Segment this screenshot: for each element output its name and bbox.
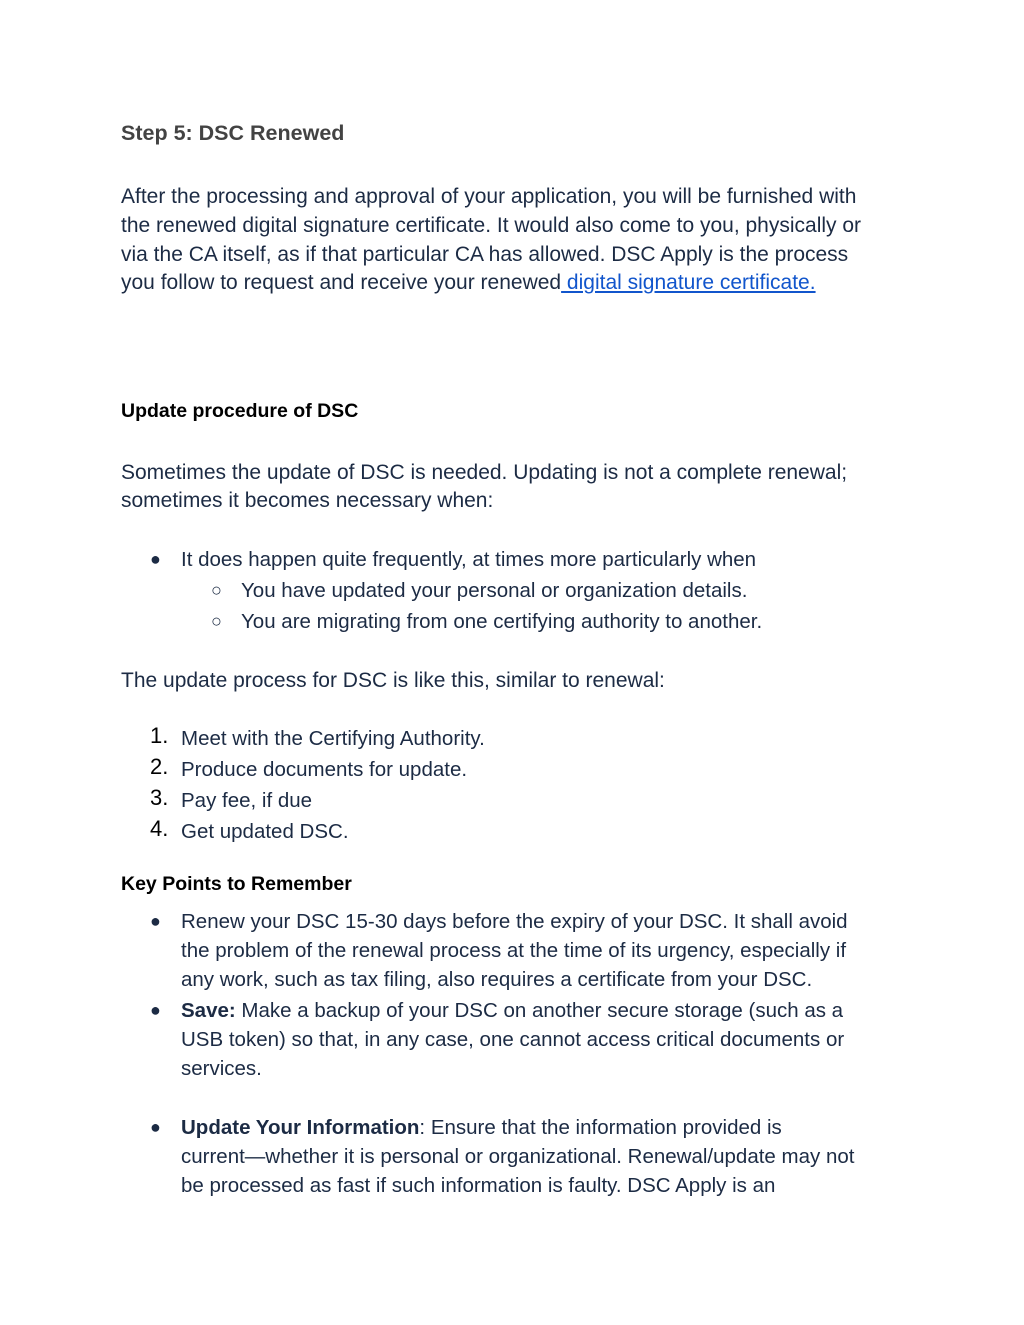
step-number: 1. <box>150 723 169 748</box>
step-paragraph-line-4 <box>121 268 816 297</box>
sub-bullet-marker: ○ <box>211 611 222 631</box>
key-point-renew-line-3: any work, such as tax filing, also requires a certificate from your DSC. <box>181 968 813 991</box>
key-point-save-line-2: USB token) so that, in any case, one cannot access critical documents or <box>181 1028 845 1051</box>
key-point-save-label: Save: <box>181 999 236 1022</box>
step-paragraph-line-2: the renewed digital signature certificate. It would also come to you, physically or <box>121 214 862 237</box>
update-paragraph-line-2: sometimes it becomes necessary when: <box>121 489 494 512</box>
step-item: Get updated DSC. <box>181 820 349 843</box>
key-point-save-line-1 <box>181 996 843 1025</box>
step-number: 3. <box>150 785 169 810</box>
sub-bullet-2: You are migrating from one certifying authority to another. <box>241 610 763 633</box>
step-item: Pay fee, if due <box>181 789 313 812</box>
key-point-update-line-2: current—whether it is personal or organizational. Renewal/update may not <box>181 1145 855 1168</box>
sub-bullet-marker: ○ <box>211 580 222 600</box>
key-point-renew-line-2: the problem of the renewal process at the time of its urgency, especially if <box>181 939 847 962</box>
step-item: Meet with the Certifying Authority. <box>181 727 485 750</box>
sub-bullet-1: You have updated your personal or organization details. <box>241 579 748 602</box>
key-point-update-label: Update Your Information <box>181 1116 420 1139</box>
step-paragraph-line-3: via the CA itself, as if that particular CA has allowed. DSC Apply is the process <box>121 243 849 266</box>
key-point-save-text: Make a backup of your DSC on another secure storage (such as a <box>235 999 844 1022</box>
dsc-link[interactable]: digital signature certificate. <box>561 271 816 294</box>
step-paragraph-line-4-text: you follow to request and receive your renewed <box>121 271 562 294</box>
key-point-update-text: : Ensure that the information provided is <box>419 1116 782 1139</box>
update-paragraph-line-1: Sometimes the update of DSC is needed. Updating is not a complete renewal; <box>121 461 848 484</box>
step-number: 2. <box>150 754 169 779</box>
key-point-save-line-3: services. <box>181 1057 262 1080</box>
bullet-marker: ● <box>150 549 161 569</box>
bullet-main: It does happen quite frequently, at times more particularly when <box>181 548 757 571</box>
step-number: 4. <box>150 816 169 841</box>
step-item: Produce documents for update. <box>181 758 468 781</box>
bullet-marker: ● <box>150 1117 161 1137</box>
key-point-update-line-1 <box>181 1113 782 1142</box>
update-heading: Update procedure of DSC <box>121 400 359 422</box>
bullet-marker: ● <box>150 911 161 931</box>
process-intro: The update process for DSC is like this, similar to renewal: <box>121 669 665 692</box>
key-point-renew-line-1: Renew your DSC 15-30 days before the expiry of your DSC. It shall avoid <box>181 910 848 933</box>
key-point-update-line-3: be processed as fast if such information is faulty. DSC Apply is an <box>181 1174 776 1197</box>
step-paragraph-line-1: After the processing and approval of your application, you will be furnished with <box>121 185 857 208</box>
key-points-heading: Key Points to Remember <box>121 873 352 895</box>
bullet-marker: ● <box>150 1000 161 1020</box>
step-heading: Step 5: DSC Renewed <box>121 121 345 145</box>
